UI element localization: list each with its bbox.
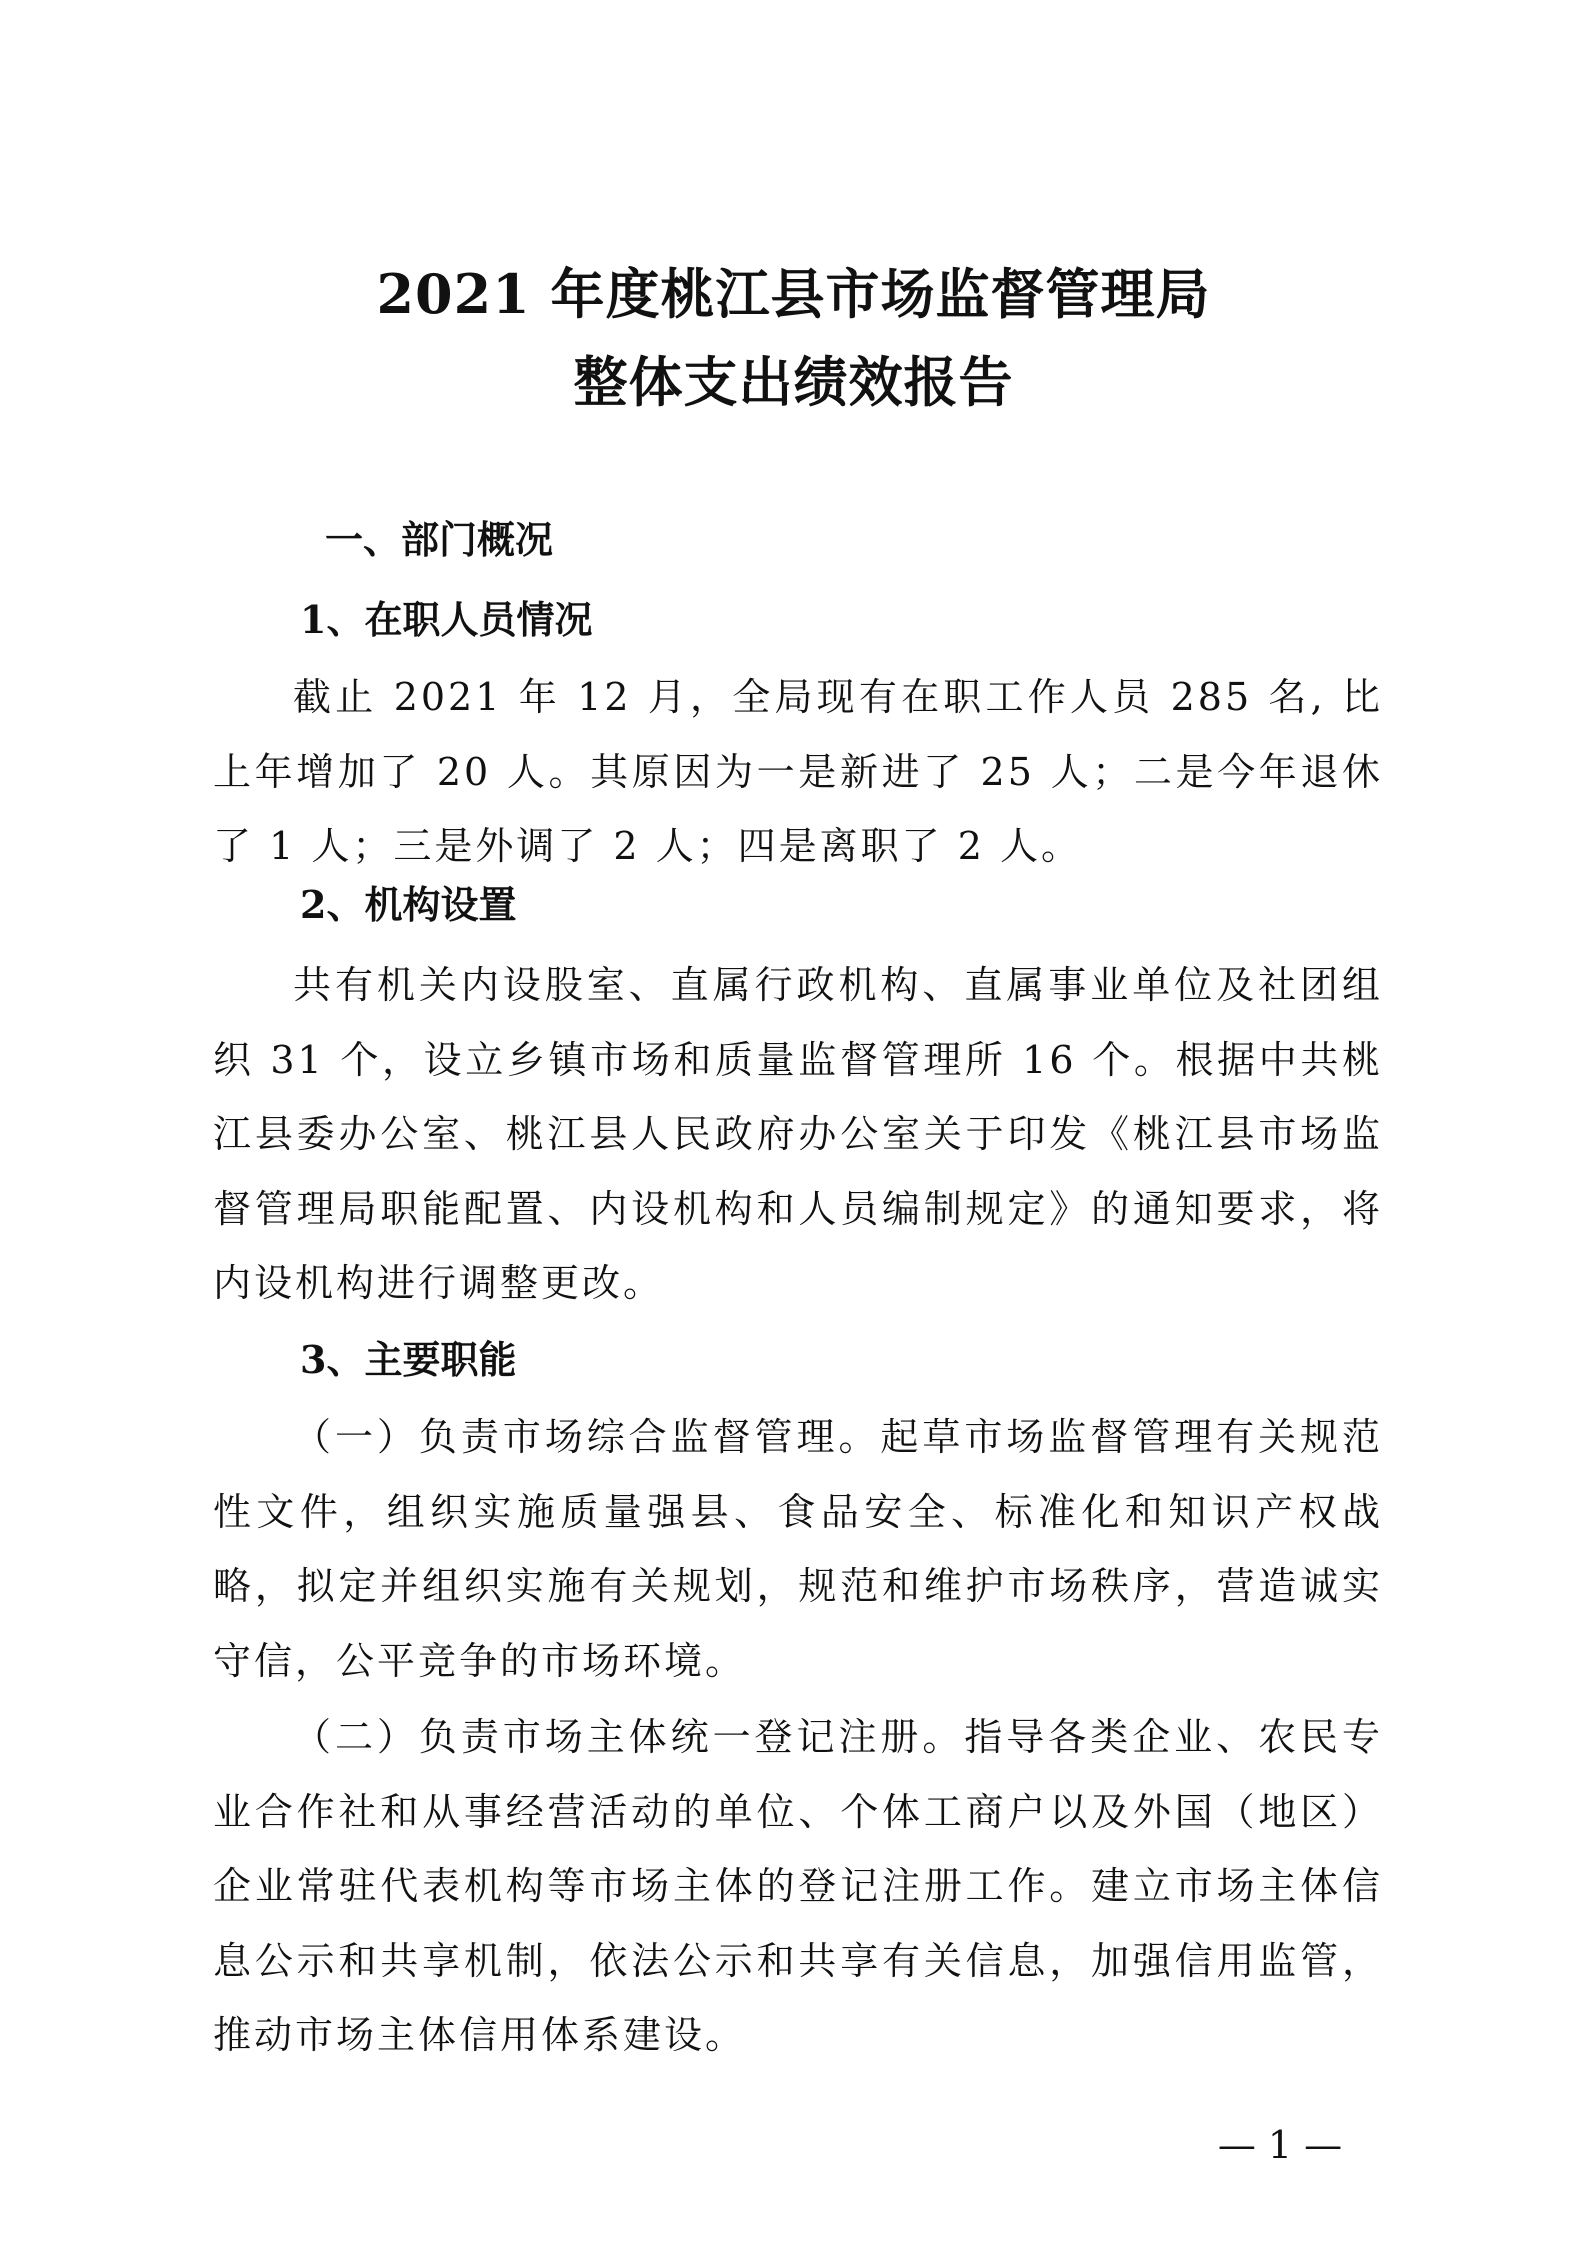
subsection-heading-organization: 2、机构设置 — [300, 882, 517, 927]
subsection-heading-functions: 3、主要职能 — [300, 1337, 517, 1382]
page-number: — 1 — — [1217, 2123, 1343, 2167]
document-title-line2: 整体支出绩效报告 — [573, 350, 1014, 414]
paragraph-organization: 共有机关内设股室、直属行政机构、直属事业单位及社团组织 31 个，设立乡镇市场和质量监督管理所 16 个。根据中共桃江县委办公室、桃江县人民政府办公室关于印发《桃江县市场监督管理局职能配置、内设机构和人员编制规定》的通知要求，将内设机构进行调整更改。 — [213, 963, 1383, 1305]
section-heading-overview: 一、部门概况 — [325, 517, 554, 562]
paragraph-staff: 截止 2021 年 12 月，全局现有在职工作人员 285 名, 比上年增加了 20 人。其原因为一是新进了 25 人；二是今年退休了 1 人；三是外调了 2 人；四是离职了 2 人。 — [213, 675, 1383, 868]
subsection-heading-staff: 1、在职人员情况 — [300, 597, 593, 642]
paragraph-function-2: （二）负责市场主体统一登记注册。指导各类企业、农民专业合作社和从事经营活动的单位、个体工商户以及外国（地区）企业常驻代表机构等市场主体的登记注册工作。建立市场主体信息公示和共享机制，依法公示和共享有关信息，加强信用监管，推动市场主体信用体系建设。 — [213, 1715, 1383, 2057]
paragraph-function-1: （一）负责市场综合监督管理。起草市场监督管理有关规范性文件，组织实施质量强县、食品安全、标准化和知识产权战略，拟定并组织实施有关规划，规范和维护市场秩序，营造诚实守信，公平竞争的市场环境。 — [213, 1415, 1383, 1683]
document-title-line1: 2021 年度桃江县市场监督管理局 — [376, 262, 1211, 326]
